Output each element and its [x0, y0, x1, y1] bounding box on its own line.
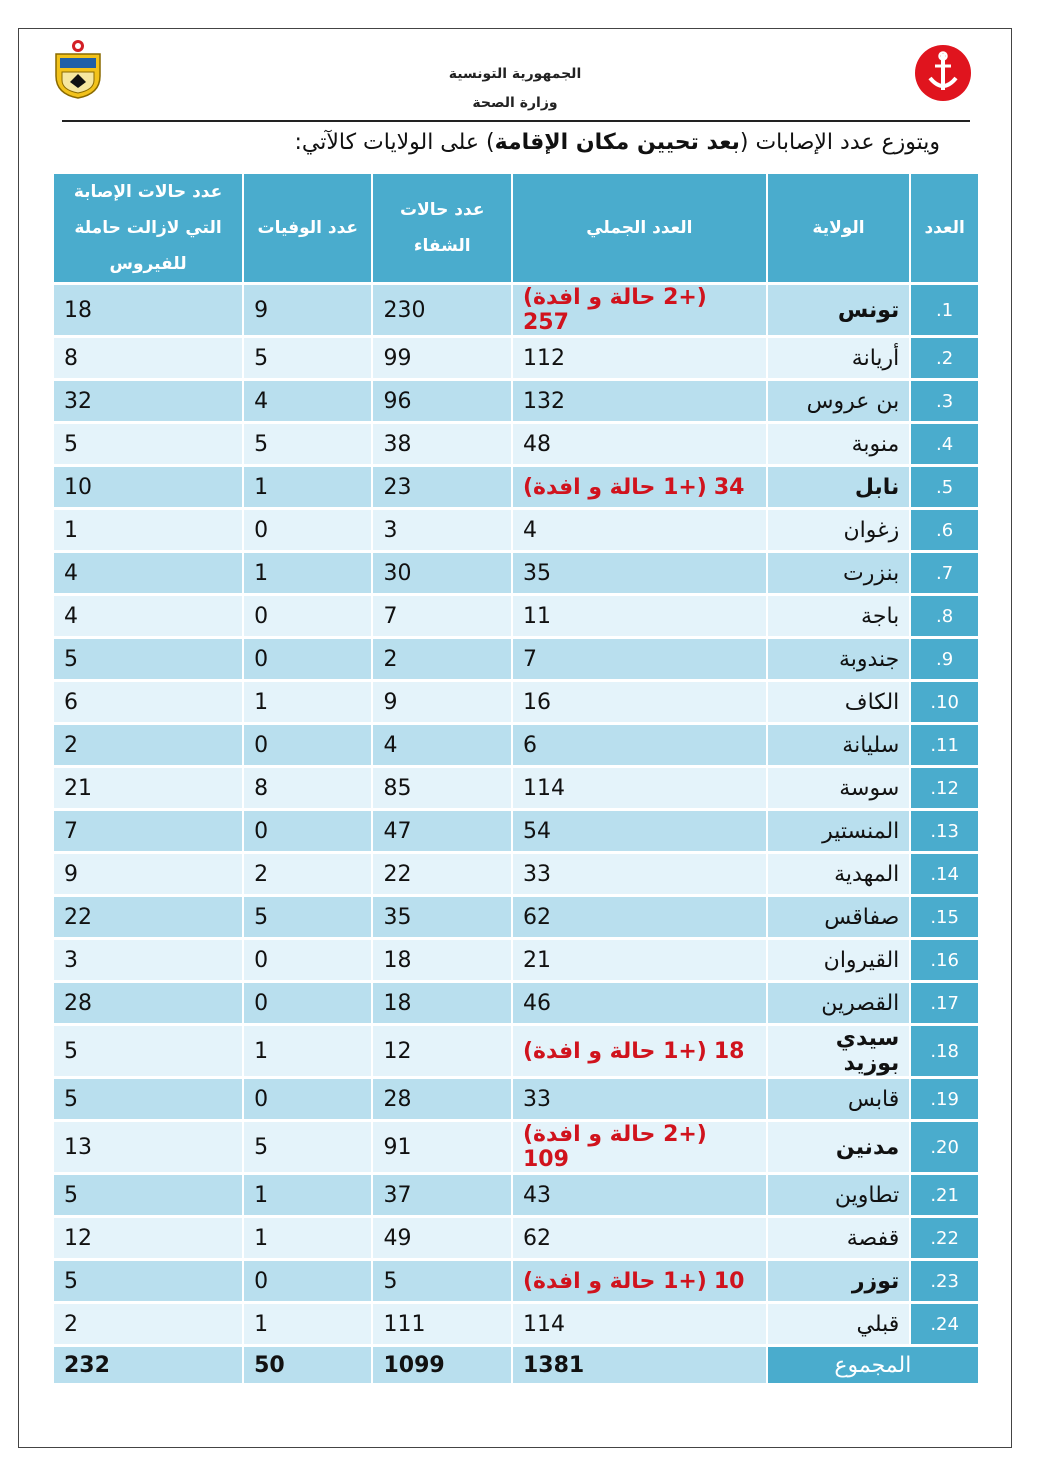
- row-recovered: 2: [373, 639, 511, 679]
- row-recovered: 5: [373, 1261, 511, 1301]
- table-row: [54, 854, 978, 894]
- row-total-value: 62: [522, 1225, 551, 1251]
- row-active: 5: [54, 639, 242, 679]
- row-total-value: 257: [522, 310, 569, 335]
- row-deaths: 5: [244, 897, 371, 937]
- table-row: [54, 1026, 978, 1076]
- row-governorate: زغوان: [768, 510, 910, 550]
- row-recovered: 18: [373, 983, 511, 1023]
- row-deaths: 0: [244, 983, 371, 1023]
- row-imported-cases: (+1 حالة و افدة): [522, 1038, 707, 1064]
- col-header-index: العدد: [911, 174, 978, 282]
- row-active: 5: [54, 1261, 242, 1301]
- row-index: 6.: [911, 510, 978, 550]
- row-governorate: مدنين: [768, 1122, 910, 1172]
- row-governorate: قبلي: [768, 1304, 910, 1344]
- row-governorate: صفاقس: [768, 897, 910, 937]
- row-deaths: 0: [244, 725, 371, 765]
- row-recovered: 18: [373, 940, 511, 980]
- row-active: 21: [54, 768, 242, 808]
- row-imported-cases: (+1 حالة و افدة): [522, 474, 707, 500]
- table-row: [54, 596, 978, 636]
- row-recovered: 12: [373, 1026, 511, 1076]
- row-recovered: 38: [373, 424, 511, 464]
- row-total-value: 34: [713, 474, 745, 500]
- col-header-recovered: عدد حالات الشفاء: [373, 174, 511, 282]
- row-total: [513, 725, 766, 765]
- row-deaths: 1: [244, 1175, 371, 1215]
- table-row: [54, 1175, 978, 1215]
- row-index: 16.: [911, 940, 978, 980]
- table-row: [54, 1218, 978, 1258]
- row-active: 18: [54, 285, 242, 335]
- col-header-total: العدد الجملي: [513, 174, 766, 282]
- row-recovered: 9: [373, 682, 511, 722]
- row-active: 5: [54, 1026, 242, 1076]
- row-total-value: 18: [713, 1038, 745, 1064]
- row-total-value: 43: [522, 1182, 551, 1208]
- row-total: [513, 1261, 766, 1301]
- table-row: [54, 1079, 978, 1119]
- row-governorate: المهدية: [768, 854, 910, 894]
- row-deaths: 9: [244, 285, 371, 335]
- row-active: 9: [54, 854, 242, 894]
- row-governorate: المنستير: [768, 811, 910, 851]
- header-divider: [62, 120, 970, 122]
- row-index: 19.: [911, 1079, 978, 1119]
- header-text: [380, 60, 650, 118]
- republic-name: الجمهورية التونسية: [448, 66, 582, 82]
- row-governorate: القيروان: [768, 940, 910, 980]
- table-row: [54, 1122, 978, 1172]
- row-governorate: بنزرت: [768, 553, 910, 593]
- row-active: 4: [54, 553, 242, 593]
- row-total: [513, 553, 766, 593]
- row-deaths: 0: [244, 596, 371, 636]
- row-active: 5: [54, 1079, 242, 1119]
- row-deaths: 1: [244, 553, 371, 593]
- row-governorate: توزر: [768, 1261, 910, 1301]
- row-active: 1: [54, 510, 242, 550]
- row-deaths: 1: [244, 1304, 371, 1344]
- table-row: [54, 725, 978, 765]
- row-recovered: 85: [373, 768, 511, 808]
- row-deaths: 5: [244, 1122, 371, 1172]
- row-imported-cases: (+2 حالة و افدة): [522, 285, 707, 310]
- row-total-value: 48: [522, 431, 551, 457]
- row-index: 21.: [911, 1175, 978, 1215]
- row-total-value: 33: [522, 1086, 551, 1112]
- ministry-name: وزارة الصحة: [472, 95, 558, 111]
- row-index: 3.: [911, 381, 978, 421]
- row-total-value: 114: [522, 1311, 565, 1337]
- totals-recovered: 1099: [373, 1347, 511, 1383]
- intro-bold: بعد تحيين مكان الإقامة: [494, 130, 740, 155]
- row-recovered: 91: [373, 1122, 511, 1172]
- row-total: [513, 768, 766, 808]
- row-total: [513, 983, 766, 1023]
- row-active: 2: [54, 1304, 242, 1344]
- row-deaths: 1: [244, 1218, 371, 1258]
- row-recovered: 111: [373, 1304, 511, 1344]
- col-header-active: عدد حالات الإصابة التي لازالت حاملة للفيروس: [54, 174, 242, 282]
- table-row: [54, 682, 978, 722]
- row-governorate: الكاف: [768, 682, 910, 722]
- row-governorate: قابس: [768, 1079, 910, 1119]
- row-governorate: منوبة: [768, 424, 910, 464]
- table-row: [54, 1261, 978, 1301]
- row-imported-cases: (+1 حالة و افدة): [522, 1268, 707, 1294]
- row-recovered: 49: [373, 1218, 511, 1258]
- row-deaths: 0: [244, 811, 371, 851]
- row-index: 23.: [911, 1261, 978, 1301]
- table-row: [54, 811, 978, 851]
- row-active: 5: [54, 1175, 242, 1215]
- row-total: [513, 1304, 766, 1344]
- table-body: [54, 285, 978, 1344]
- row-total: [513, 940, 766, 980]
- row-recovered: 23: [373, 467, 511, 507]
- row-recovered: 30: [373, 553, 511, 593]
- row-deaths: 0: [244, 639, 371, 679]
- row-governorate: بن عروس: [768, 381, 910, 421]
- row-governorate: سيدي بوزيد: [768, 1026, 910, 1076]
- table-row: [54, 983, 978, 1023]
- row-active: 8: [54, 338, 242, 378]
- row-governorate: قفصة: [768, 1218, 910, 1258]
- row-deaths: 5: [244, 338, 371, 378]
- row-index: 4.: [911, 424, 978, 464]
- row-deaths: 0: [244, 1261, 371, 1301]
- row-deaths: 1: [244, 682, 371, 722]
- row-active: 3: [54, 940, 242, 980]
- row-total-value: 54: [522, 818, 551, 844]
- row-recovered: 37: [373, 1175, 511, 1215]
- row-recovered: 35: [373, 897, 511, 937]
- row-deaths: 5: [244, 424, 371, 464]
- table-header-row: [54, 174, 978, 282]
- row-recovered: 96: [373, 381, 511, 421]
- row-governorate: تطاوين: [768, 1175, 910, 1215]
- row-total-value: 62: [522, 904, 551, 930]
- row-index: 22.: [911, 1218, 978, 1258]
- row-deaths: 8: [244, 768, 371, 808]
- row-total: [513, 1218, 766, 1258]
- row-total-value: 21: [522, 947, 551, 973]
- row-total: [513, 338, 766, 378]
- row-index: 5.: [911, 467, 978, 507]
- row-total-value: 112: [522, 345, 565, 371]
- row-total: [513, 510, 766, 550]
- row-active: 10: [54, 467, 242, 507]
- totals-active: 232: [54, 1347, 242, 1383]
- row-index: 13.: [911, 811, 978, 851]
- row-index: 7.: [911, 553, 978, 593]
- row-active: 2: [54, 725, 242, 765]
- row-governorate: جندوبة: [768, 639, 910, 679]
- row-active: 5: [54, 424, 242, 464]
- table-row: [54, 338, 978, 378]
- row-total-value: 35: [522, 560, 551, 586]
- row-active: 22: [54, 897, 242, 937]
- row-total: [513, 424, 766, 464]
- row-index: 2.: [911, 338, 978, 378]
- totals-deaths: 50: [244, 1347, 371, 1383]
- row-total: [513, 854, 766, 894]
- row-recovered: 230: [373, 285, 511, 335]
- row-governorate: نابل: [768, 467, 910, 507]
- row-active: 28: [54, 983, 242, 1023]
- row-index: 17.: [911, 983, 978, 1023]
- row-total: [513, 1122, 766, 1172]
- row-total-value: 46: [522, 990, 551, 1016]
- table-row: [54, 553, 978, 593]
- row-index: 10.: [911, 682, 978, 722]
- ministry-health-logo-icon: [914, 44, 972, 102]
- row-deaths: 0: [244, 510, 371, 550]
- row-governorate: باجة: [768, 596, 910, 636]
- row-index: 20.: [911, 1122, 978, 1172]
- table-row: [54, 381, 978, 421]
- row-total: [513, 811, 766, 851]
- row-deaths: 0: [244, 1079, 371, 1119]
- table-row: [54, 768, 978, 808]
- row-governorate: القصرين: [768, 983, 910, 1023]
- table-row: [54, 467, 978, 507]
- table-row: [54, 285, 978, 335]
- row-total-value: 6: [522, 732, 537, 758]
- row-total: [513, 897, 766, 937]
- row-imported-cases: (+2 حالة و افدة): [522, 1122, 707, 1147]
- row-total-value: 33: [522, 861, 551, 887]
- row-total: [513, 285, 766, 335]
- row-active: 6: [54, 682, 242, 722]
- intro-part-2: ) على الولايات كالآتي:: [294, 130, 495, 155]
- row-deaths: 2: [244, 854, 371, 894]
- row-total: [513, 596, 766, 636]
- row-active: 4: [54, 596, 242, 636]
- row-recovered: 22: [373, 854, 511, 894]
- table-row: [54, 897, 978, 937]
- row-total-value: 132: [522, 388, 565, 414]
- row-recovered: 7: [373, 596, 511, 636]
- row-index: 15.: [911, 897, 978, 937]
- row-governorate: سليانة: [768, 725, 910, 765]
- row-governorate: تونس: [768, 285, 910, 335]
- row-index: 24.: [911, 1304, 978, 1344]
- col-header-deaths: عدد الوفيات: [244, 174, 371, 282]
- row-index: 11.: [911, 725, 978, 765]
- table-row: [54, 639, 978, 679]
- totals-row: [54, 1347, 978, 1383]
- table-row: [54, 424, 978, 464]
- row-active: 12: [54, 1218, 242, 1258]
- row-deaths: 0: [244, 940, 371, 980]
- row-total-value: 11: [522, 603, 551, 629]
- row-index: 12.: [911, 768, 978, 808]
- row-total: [513, 1079, 766, 1119]
- row-index: 8.: [911, 596, 978, 636]
- row-total: [513, 1026, 766, 1076]
- row-index: 14.: [911, 854, 978, 894]
- tunisia-coat-of-arms-icon: [50, 38, 106, 100]
- row-recovered: 4: [373, 725, 511, 765]
- row-governorate: أريانة: [768, 338, 910, 378]
- row-total: [513, 682, 766, 722]
- row-total: [513, 639, 766, 679]
- row-total-value: 7: [522, 646, 537, 672]
- table-row: [54, 510, 978, 550]
- table-row: [54, 940, 978, 980]
- row-active: 7: [54, 811, 242, 851]
- row-total: [513, 1175, 766, 1215]
- table-row: [54, 1304, 978, 1344]
- cases-by-governorate-table: [52, 171, 980, 1386]
- row-recovered: 3: [373, 510, 511, 550]
- row-total-value: 109: [522, 1147, 569, 1172]
- row-deaths: 1: [244, 467, 371, 507]
- row-recovered: 28: [373, 1079, 511, 1119]
- totals-label: المجموع: [768, 1347, 978, 1383]
- row-index: 18.: [911, 1026, 978, 1076]
- row-governorate: سوسة: [768, 768, 910, 808]
- col-header-governorate: الولاية: [768, 174, 910, 282]
- row-deaths: 1: [244, 1026, 371, 1076]
- row-total-value: 10: [713, 1268, 745, 1294]
- row-recovered: 47: [373, 811, 511, 851]
- row-total-value: 114: [522, 775, 565, 801]
- row-deaths: 4: [244, 381, 371, 421]
- row-total-value: 16: [522, 689, 551, 715]
- intro-part-1: ويتوزع عدد الإصابات (: [739, 130, 940, 155]
- row-active: 13: [54, 1122, 242, 1172]
- row-total: [513, 467, 766, 507]
- row-total: [513, 381, 766, 421]
- totals-total: 1381: [513, 1347, 766, 1383]
- row-active: 32: [54, 381, 242, 421]
- row-total-value: 4: [522, 517, 537, 543]
- intro-sentence: [270, 130, 940, 155]
- row-index: 1.: [911, 285, 978, 335]
- row-recovered: 99: [373, 338, 511, 378]
- row-index: 9.: [911, 639, 978, 679]
